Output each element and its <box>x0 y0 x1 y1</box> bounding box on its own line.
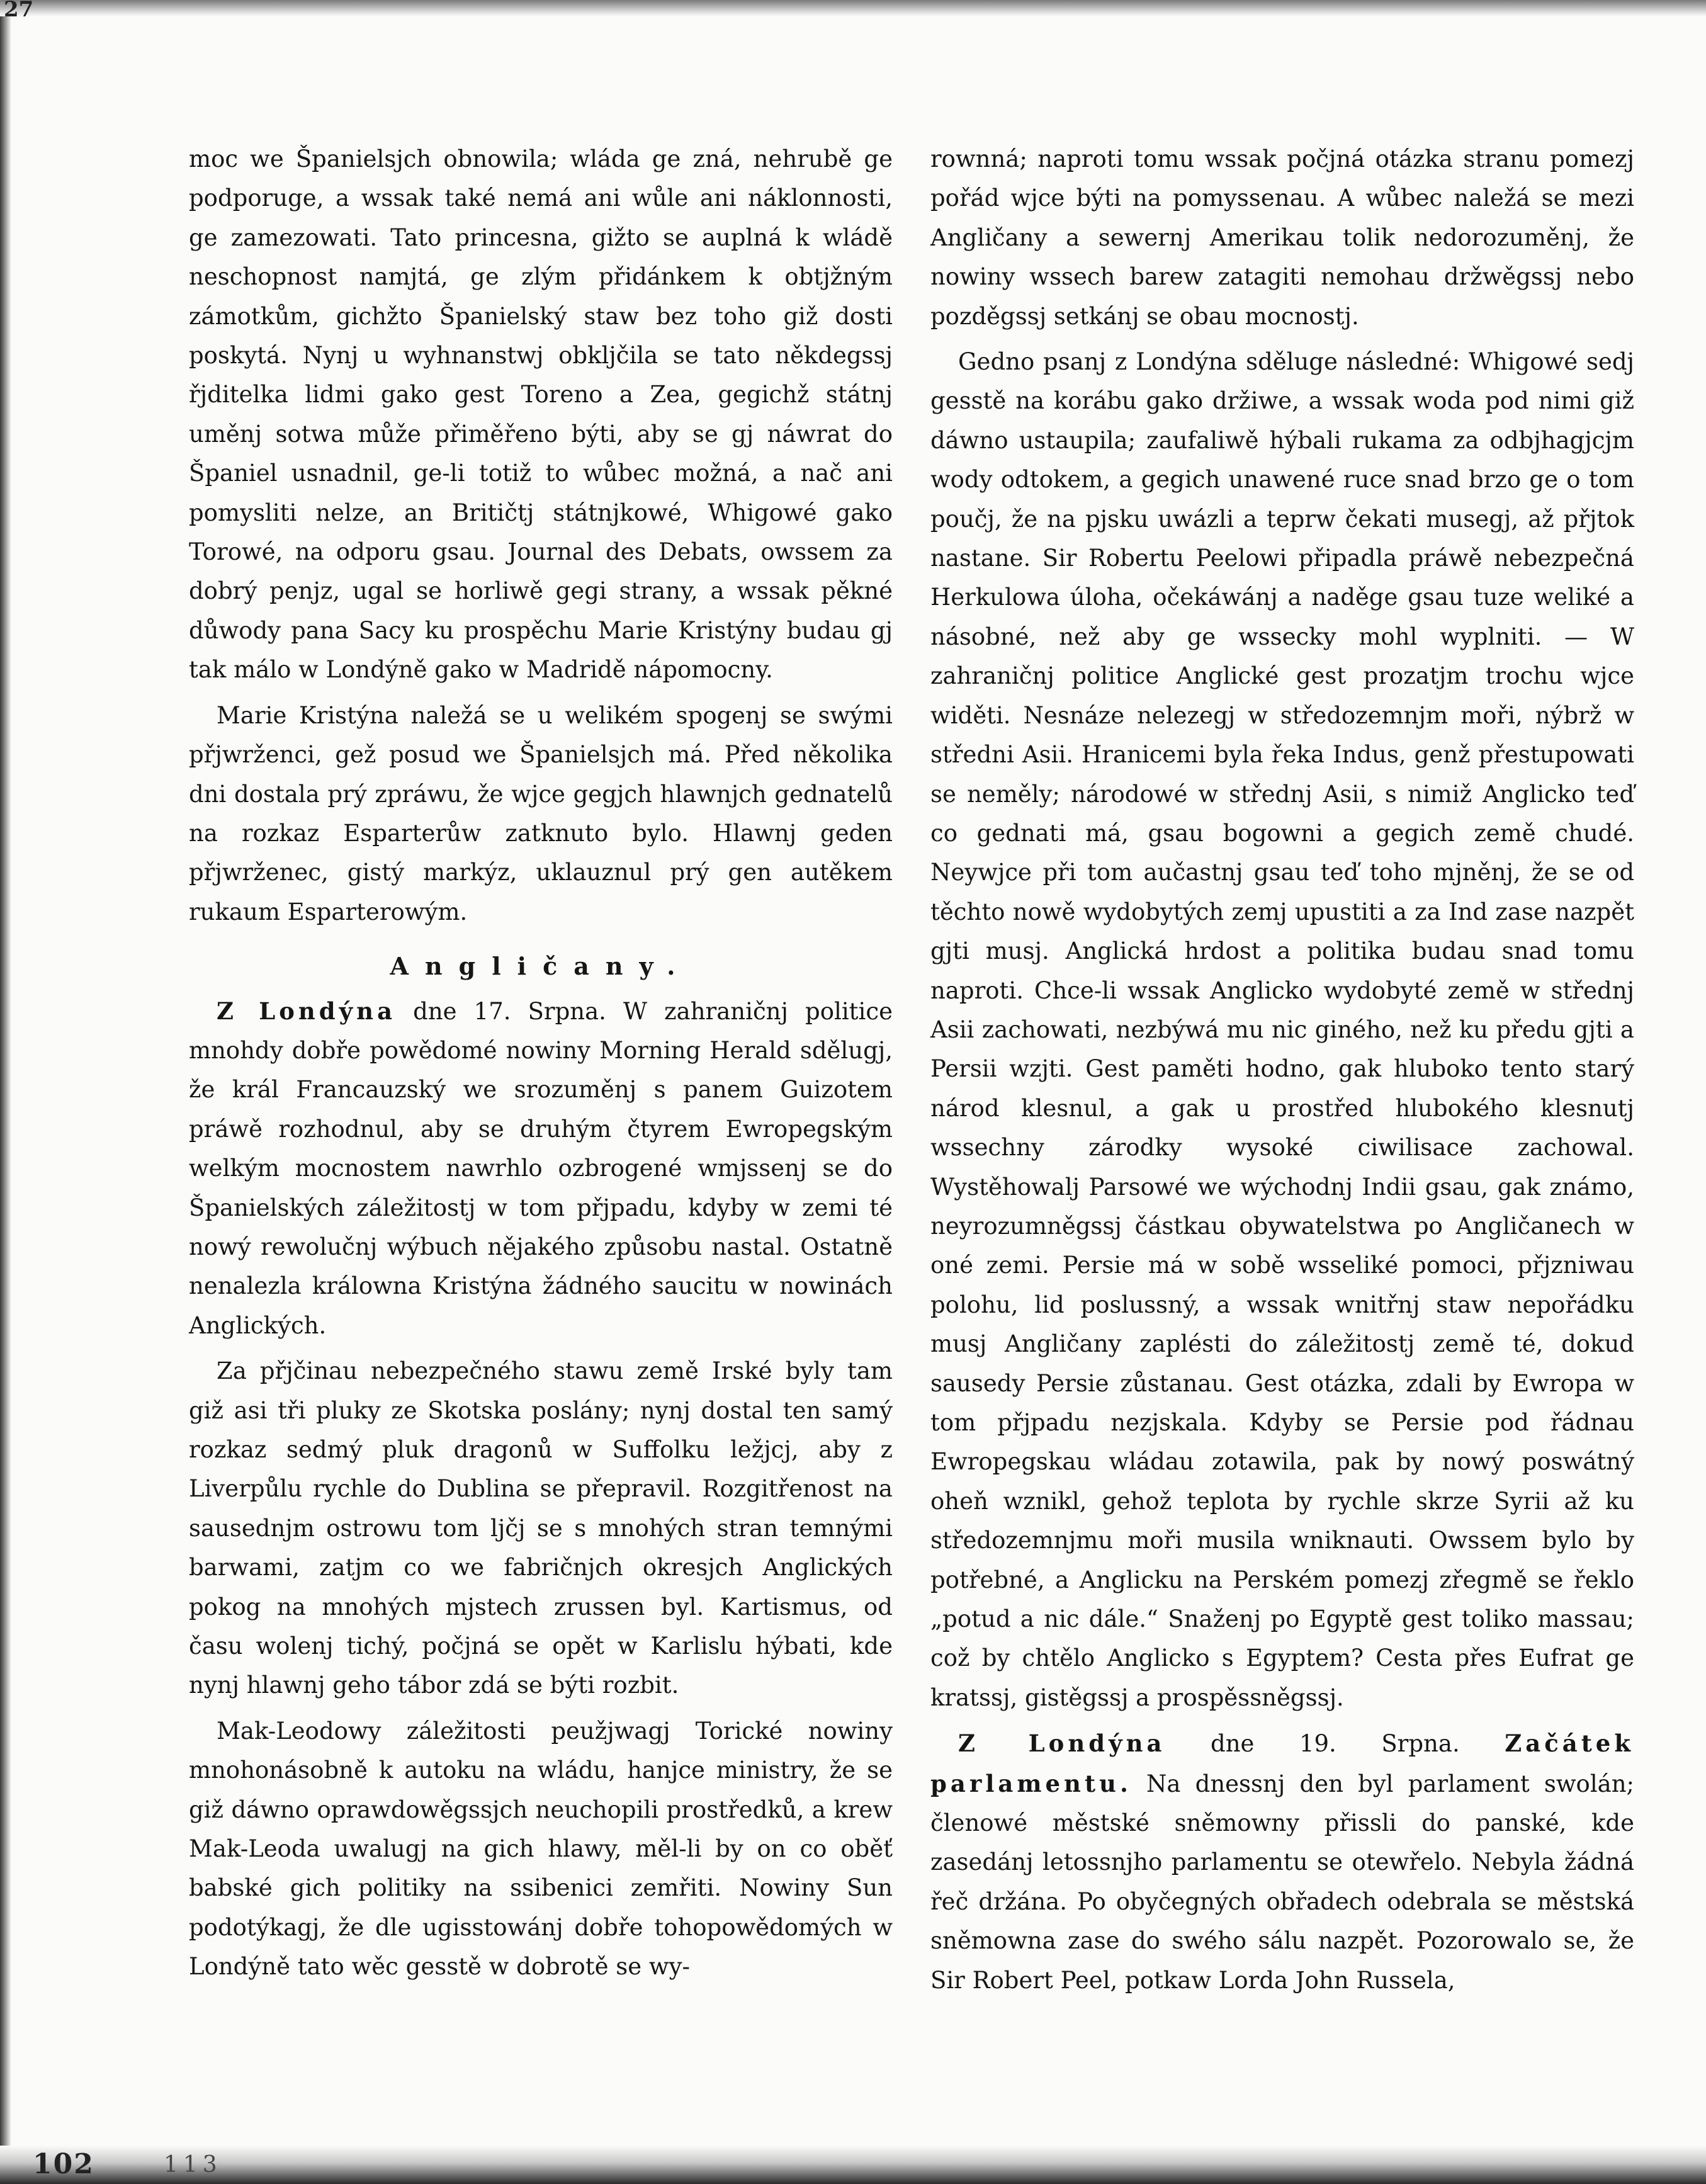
article-date: dne 17. Srpna. <box>413 997 606 1025</box>
article-text: Na dnessnj den byl parlament swolán; členowé městské sněmowny přissli do panské, kde zasedánj letossnjho parlamentu se otewřelo. Nebyla žádná řeč držána. Po obyčegných obřadech odebrala se městská sněmowna zase do swého sálu nazpět. Pozorowalo se, že Sir Robert Peel, potkaw Lorda John Russela, <box>930 1770 1635 1994</box>
right-paragraph-2: Gedno psanj z Londýna sděluge následné: Whigowé sedj gesstě na korábu gako držiwe, a wssak woda pod nimi giž dáwno ustaupila; zaufaliwě hýbali rukama za odbjhagjcjm wody odtokem, a gegich unawené ruce snad brzo ge o tom poučj, že na pjsku uwázli a teprw čekati musegj, až přjtok nastane. Sir Robertu Peelowi připadla práwě nebezpečná Herkulowa úloha, očekáwánj a naděge gsau tuze weliké a násobné, než aby ge wssecky mohl wyplniti. — W zahraničnj politice Anglické gest prozatjm trochu wjce widěti. Nesnáze nelezegj w středozemnjm moři, nýbrž w středni Asii. Hranicemi byla řeka Indus, genž přestupowati se neměly; národowé w střednj Asii, s nimiž Anglicko teď co gednati má, gsau bogowni a gegich země chudé. Neywjce při tom aučastnj gsau teď toho mjněnj, že se od těchto nowě wydobytých zemj upustiti a za Ind zase nazpět gjti musj. Anglická hrdost a politika budau snad tomu naproti. Chce-li wssak Anglicko wydobyté země w střednj Asii zachowati, nezbýwá mu nic giného, než ku předu gjti a Persii wzjti. Gest paměti hodno, gak hluboko tento starý národ klesnul, a gak u prostřed hlubokého klesnutj wssechny zárodky wysoké ciwilisace zachowal. Wystěhowalj Parsowé we wýchodnj Indii gsau, gak známo, neyrozumněgssj částkau obywatelstwa po Angličanech w oné zemi. Persie má w sobě wsseliké pomoci, přjzniwau polohu, lid poslussný, a wssak wnitřnj staw nepořádku musj Angličany zaplésti do záležitostj země té, dokud sausedy Persie zůstanau. Gest otázka, zdali by Ewropa w tom přjpadu nezjskala. Kdyby se Persie pod řádnau Ewropegskau wládau zotawila, pak by nowý poswátný oheň wznikl, gehož teplota by rychle skrze Syrii až ku středozemnjmu moři musila wniknauti. Owssem bylo by potřebné, a Anglicku na Perském pomezj zřegmě se řeklo „potud a nic dále.“ Snaženj po Egyptě gest toliko massau; což by chtělo Anglicko s Egyptem? Cesta přes Eufrat ge kratssj, gistěgssj a prospěssněgssj. <box>930 348 1634 1711</box>
right-column <box>930 140 1634 2006</box>
article-place: Z Londýna <box>958 1729 1166 1758</box>
right-paragraph-1: rownná; naproti tomu wssak počjná otázka stranu pomezj pořád wjce býti na pomyssenau. A wůbec naležá se mezi Angličany a sewernj Amerikau tolik nedorozuměnj, že nowiny wssech barew zatagiti nemohau držwěgssj nebo pozděgssj setkánj se obau mocnostj. <box>930 145 1634 330</box>
top-page-edge <box>0 0 1706 22</box>
bottom-page-edge <box>0 2146 1706 2184</box>
section-heading: Angličany. <box>390 952 692 981</box>
article-lead: Začátek parlamentu. <box>930 1729 1634 1797</box>
left-paragraph-ireland: Za přjčinau nebezpečného stawu země Irské byly tam giž asi tři pluky ze Skotska poslány; nynj dostal ten samý rozkaz sedmý pluk dragonů w Suffolku ležjcj, aby z Liverpůlu rychle do Dublina se přepravil. Rozgitřenost na sausednjm ostrowu tom ljčj se s mnohých stran temnými barwami, zatjm co we fabričnjch okresjch Anglických pokog na mnohých mjstech zrussen byl. Kartismus, od času wolenj tichý, počjná se opět w Karlislu hýbati, kde nynj hlawnj geho tábor zdá se býti rozbit. <box>189 1357 893 1699</box>
top-edge-text: 27 <box>4 0 34 22</box>
article-london-19 <box>930 1724 1634 2000</box>
article-date: dne 19. Srpna. <box>1211 1730 1460 1758</box>
left-paragraph-macleod: Mak-Leodowy záležitosti peužjwagj Torické nowiny mnohonásobně k autoku na wládu, hanjce ministry, že se giž dáwno oprawdowěgssjch neuchopili prostředků, a krew Mak-Leoda uwalugj na gich hlawy, měl-li by on co oběť babské gich politiky na ssibenici zemřiti. Nowiny Sun podotýkagj, že dle ugisstowánj dobře tohopowědomých w Londýně tato wěc gesstě w dobrotě se wy- <box>189 1717 893 1981</box>
page-number: 102 <box>33 2148 94 2180</box>
bottom-edge-marks: 113 <box>164 2152 222 2178</box>
article-place: Z Londýna <box>217 997 397 1025</box>
left-paragraph-2: Marie Kristýna naležá se u welikém spogenj se swými přjwrženci, gež posud we Španielsjch má. Před několika dni dostala prý zpráwu, že wjce gegjch hlawnjch gednatelů na rozkaz Esparterůw zatknuto bylo. Hlawnj geden přjwrženec, gistý markýz, uklauznul prý gen autěkem rukaum Esparterowým. <box>189 701 893 925</box>
article-london-17 <box>189 992 893 1346</box>
left-column <box>189 140 893 1993</box>
left-paragraph-1: moc we Španielsjch obnowila; wláda ge zná, nehrubě ge podporuge, a wssak také nemá ani wůle ani náklonnosti, ge zamezowati. Tato princesna, gižto se auplná k wládě neschopnost namjtá, ge zlým přidánkem k obtjžným zámotkům, gichžto Španielský staw bez toho giž dosti poskytá. Nynj u wyhnanstwj obkljčila se tato někdegssj řjditelka lidmi gako gest Toreno a Zea, gegichž státnj uměnj sotwa může přiměřeno býti, aby se gj náwrat do Španiel usnadnil, ge-li totiž to wůbec možná, a nač ani pomysliti nelze, an Britičtj státnjkowé, Whigowé gako Torowé, na odporu gsau. Journal des Debats, owssem za dobrý penjz, ugal se horliwě gegi strany, a wssak pěkné důwody pana Sacy ku prospěchu Marie Kristýny budau gj tak málo w Londýně gako w Madridě nápomocny. <box>189 145 893 684</box>
page-gutter-shadow <box>0 0 11 2184</box>
article-text: W zahraničnj politice mnohdy dobře powědomé nowiny Morning Herald sdělugj, že král Francauzský we srozuměnj s panem Guizotem práwě rozhodnul, aby se druhým čtyrem Ewropegským welkým mocnostem nawrhlo ozbrogené wmjssenj se do Španielských záležitostj w tom přjpadu, kdyby w zemi té nowý rewolučnj wýbuch nějakého způsobu nastal. Ostatně nenalezla králowna Kristýna žádného saucitu w nowinách Anglických. <box>189 997 893 1339</box>
